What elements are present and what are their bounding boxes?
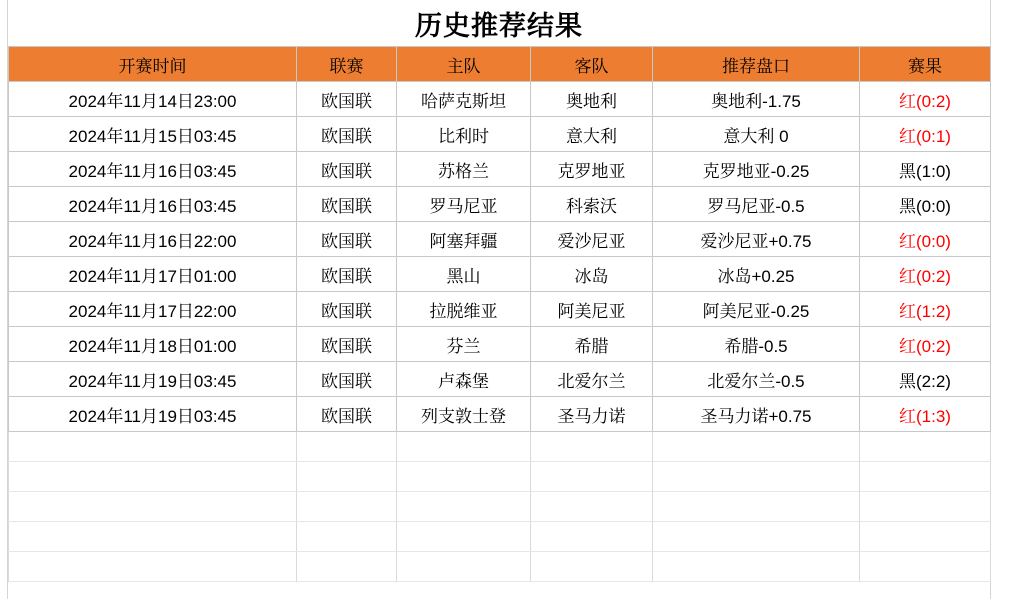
cell-league: 欧国联 <box>297 292 397 327</box>
empty-cell <box>653 492 860 522</box>
empty-row <box>9 492 991 522</box>
empty-cell <box>653 432 860 462</box>
empty-cell <box>653 462 860 492</box>
empty-cell <box>9 552 297 582</box>
empty-cell <box>531 492 653 522</box>
cell-handicap: 克罗地亚-0.25 <box>653 152 860 187</box>
cell-handicap: 意大利 0 <box>653 117 860 152</box>
cell-away-team: 意大利 <box>531 117 653 152</box>
cell-league: 欧国联 <box>297 187 397 222</box>
empty-cell <box>531 462 653 492</box>
cell-result: 红(0:0) <box>860 222 991 257</box>
left-gutter-column <box>0 0 8 599</box>
empty-cell <box>297 522 397 552</box>
cell-time: 2024年11月14日23:00 <box>9 82 297 117</box>
column-header-league: 联赛 <box>297 47 397 82</box>
column-header-recommended-handicap: 推荐盘口 <box>653 47 860 82</box>
table-row <box>9 397 991 432</box>
cell-time: 2024年11月17日01:00 <box>9 257 297 292</box>
cell-time: 2024年11月18日01:00 <box>9 327 297 362</box>
cell-league: 欧国联 <box>297 152 397 187</box>
cell-result: 黑(2:2) <box>860 362 991 397</box>
empty-cell <box>297 462 397 492</box>
cell-league: 欧国联 <box>297 397 397 432</box>
cell-time: 2024年11月17日22:00 <box>9 292 297 327</box>
cell-home-team: 黑山 <box>397 257 531 292</box>
table-row <box>9 152 991 187</box>
cell-time: 2024年11月16日22:00 <box>9 222 297 257</box>
table-row <box>9 117 991 152</box>
cell-handicap: 北爱尔兰-0.5 <box>653 362 860 397</box>
column-header-away-team: 客队 <box>531 47 653 82</box>
empty-row <box>9 432 991 462</box>
empty-cell <box>9 432 297 462</box>
history-recommendation-table <box>8 46 991 582</box>
cell-home-team: 罗马尼亚 <box>397 187 531 222</box>
cell-handicap: 爱沙尼亚+0.75 <box>653 222 860 257</box>
cell-home-team: 芬兰 <box>397 327 531 362</box>
cell-away-team: 冰岛 <box>531 257 653 292</box>
cell-home-team: 比利时 <box>397 117 531 152</box>
empty-cell <box>653 522 860 552</box>
table-row <box>9 362 991 397</box>
column-header-time: 开赛时间 <box>9 47 297 82</box>
cell-result: 黑(0:0) <box>860 187 991 222</box>
cell-handicap: 冰岛+0.25 <box>653 257 860 292</box>
cell-league: 欧国联 <box>297 222 397 257</box>
cell-away-team: 科索沃 <box>531 187 653 222</box>
empty-row <box>9 522 991 552</box>
column-header-result: 赛果 <box>860 47 991 82</box>
table-row <box>9 292 991 327</box>
empty-cell <box>297 432 397 462</box>
cell-away-team: 爱沙尼亚 <box>531 222 653 257</box>
cell-time: 2024年11月15日03:45 <box>9 117 297 152</box>
table-row <box>9 257 991 292</box>
cell-home-team: 哈萨克斯坦 <box>397 82 531 117</box>
empty-cell <box>397 492 531 522</box>
cell-time: 2024年11月19日03:45 <box>9 397 297 432</box>
table-body <box>9 82 991 582</box>
empty-cell <box>397 432 531 462</box>
cell-handicap: 阿美尼亚-0.25 <box>653 292 860 327</box>
cell-handicap: 奥地利-1.75 <box>653 82 860 117</box>
cell-away-team: 圣马力诺 <box>531 397 653 432</box>
page-title: 历史推荐结果 <box>415 10 583 41</box>
empty-cell <box>531 432 653 462</box>
table-header <box>9 47 991 82</box>
cell-result: 红(0:2) <box>860 82 991 117</box>
cell-handicap: 希腊-0.5 <box>653 327 860 362</box>
cell-away-team: 阿美尼亚 <box>531 292 653 327</box>
cell-result: 红(1:2) <box>860 292 991 327</box>
cell-home-team: 苏格兰 <box>397 152 531 187</box>
cell-time: 2024年11月19日03:45 <box>9 362 297 397</box>
empty-row <box>9 552 991 582</box>
cell-away-team: 北爱尔兰 <box>531 362 653 397</box>
cell-handicap: 圣马力诺+0.75 <box>653 397 860 432</box>
cell-result: 红(0:1) <box>860 117 991 152</box>
cell-home-team: 卢森堡 <box>397 362 531 397</box>
cell-result: 红(0:2) <box>860 327 991 362</box>
empty-cell <box>9 462 297 492</box>
empty-cell <box>860 492 991 522</box>
table-row <box>9 82 991 117</box>
cell-away-team: 希腊 <box>531 327 653 362</box>
empty-cell <box>397 462 531 492</box>
empty-cell <box>860 462 991 492</box>
empty-cell <box>297 492 397 522</box>
cell-league: 欧国联 <box>297 257 397 292</box>
empty-cell <box>297 552 397 582</box>
cell-time: 2024年11月16日03:45 <box>9 152 297 187</box>
cell-league: 欧国联 <box>297 327 397 362</box>
right-gutter-column <box>990 0 1015 599</box>
empty-cell <box>531 552 653 582</box>
empty-row <box>9 462 991 492</box>
empty-cell <box>531 522 653 552</box>
cell-league: 欧国联 <box>297 362 397 397</box>
cell-handicap: 罗马尼亚-0.5 <box>653 187 860 222</box>
cell-league: 欧国联 <box>297 82 397 117</box>
empty-cell <box>9 492 297 522</box>
table-row <box>9 327 991 362</box>
cell-result: 红(0:2) <box>860 257 991 292</box>
cell-away-team: 奥地利 <box>531 82 653 117</box>
cell-time: 2024年11月16日03:45 <box>9 187 297 222</box>
cell-home-team: 阿塞拜疆 <box>397 222 531 257</box>
empty-cell <box>860 522 991 552</box>
empty-cell <box>397 552 531 582</box>
page-title-row <box>8 0 990 46</box>
column-header-home-team: 主队 <box>397 47 531 82</box>
cell-home-team: 列支敦士登 <box>397 397 531 432</box>
empty-cell <box>653 552 860 582</box>
cell-away-team: 克罗地亚 <box>531 152 653 187</box>
empty-cell <box>9 522 297 552</box>
table-row <box>9 222 991 257</box>
empty-cell <box>860 432 991 462</box>
cell-home-team: 拉脱维亚 <box>397 292 531 327</box>
cell-result: 黑(1:0) <box>860 152 991 187</box>
table-header-row <box>9 47 991 82</box>
cell-result: 红(1:3) <box>860 397 991 432</box>
table-row <box>9 187 991 222</box>
empty-cell <box>397 522 531 552</box>
cell-league: 欧国联 <box>297 117 397 152</box>
empty-cell <box>860 552 991 582</box>
